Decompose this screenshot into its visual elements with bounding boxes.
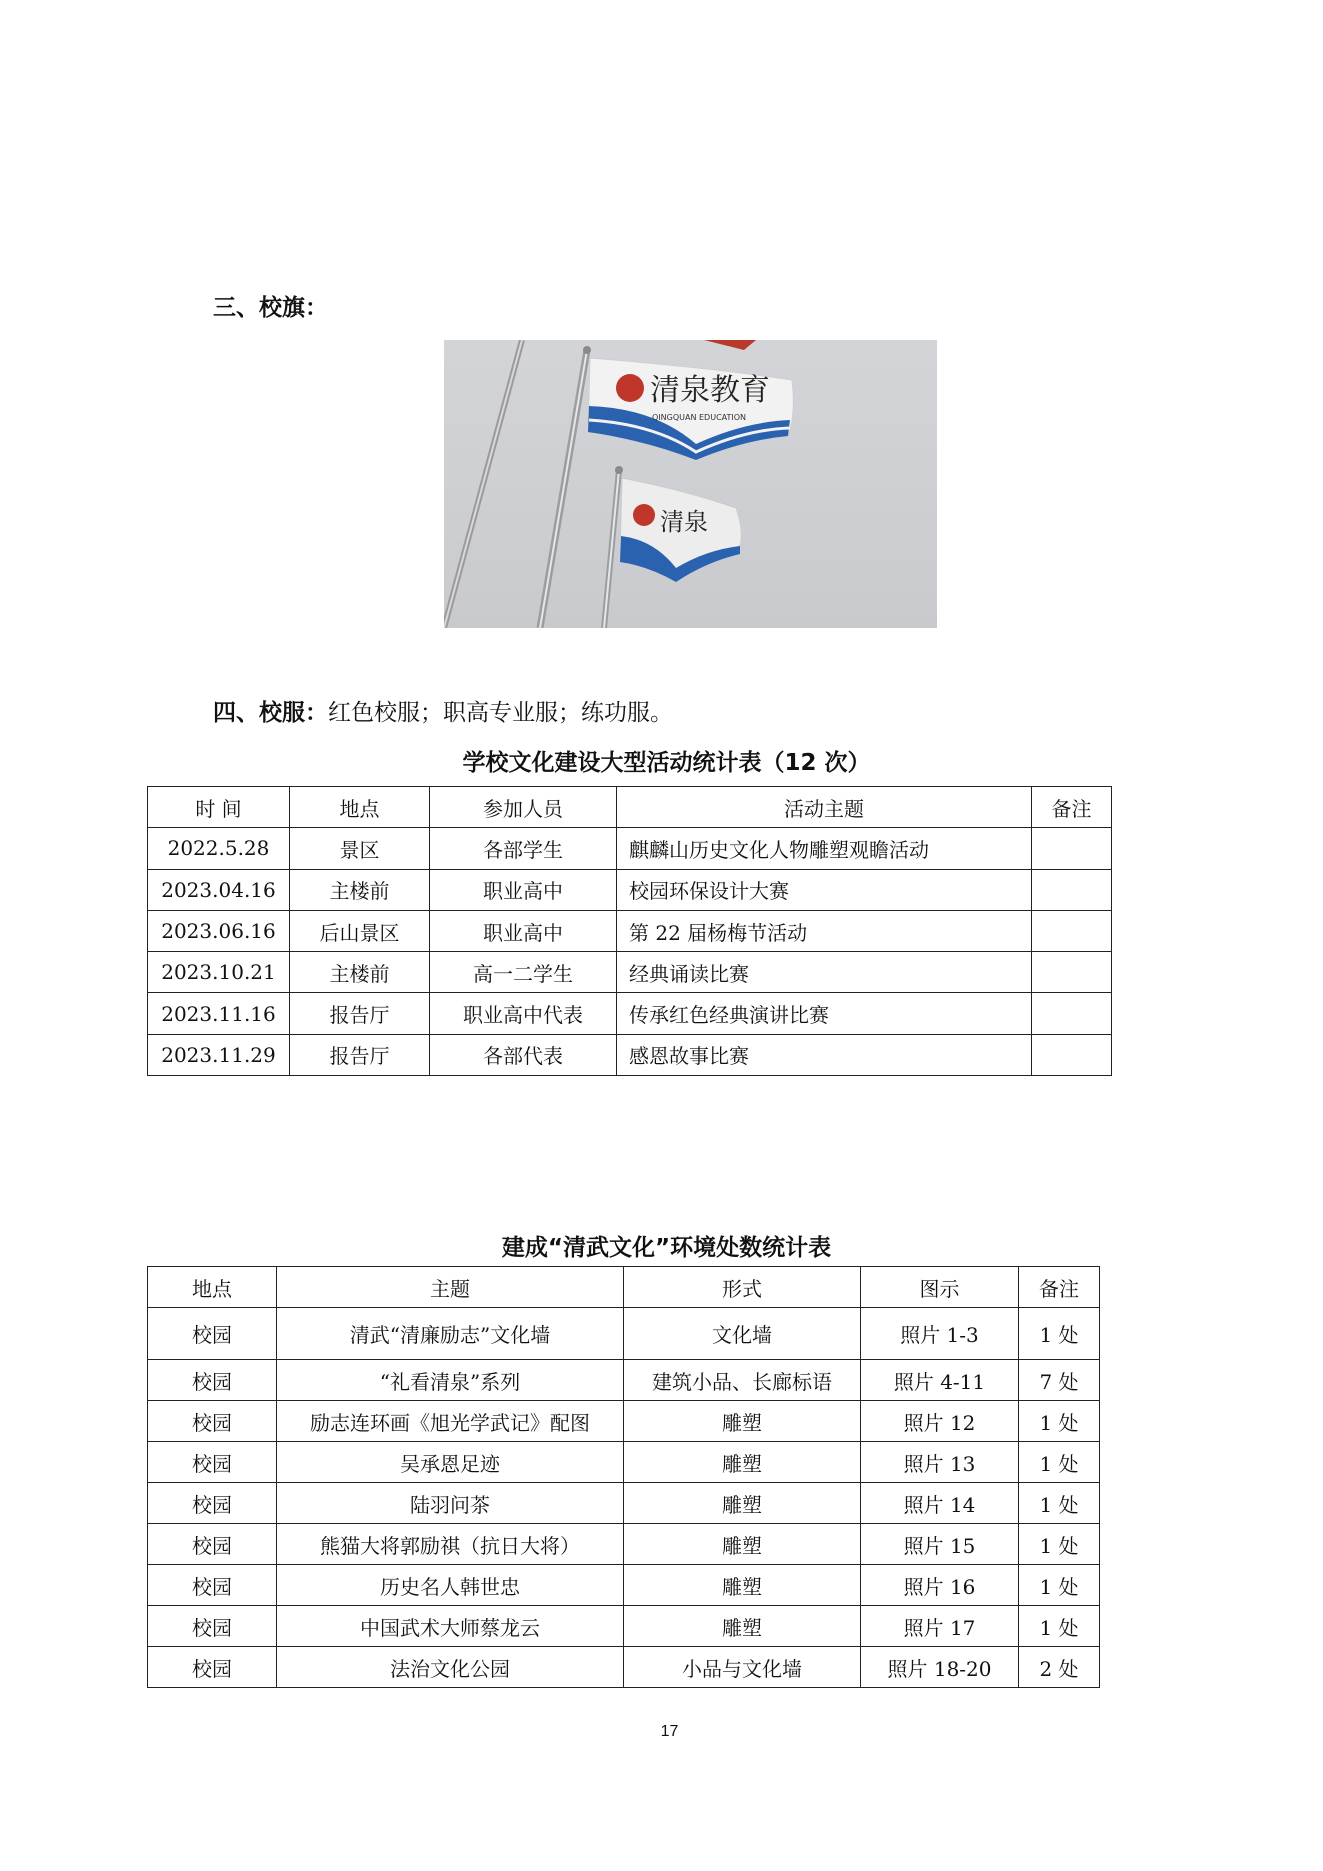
remarks-cell: 1 处 xyxy=(1019,1483,1100,1524)
table-2-title: 建成“清武文化”环境处数统计表 xyxy=(501,1235,832,1261)
participants-cell: 各部学生 xyxy=(430,828,617,869)
location-cell: 校园 xyxy=(148,1647,277,1688)
illustration-cell: 照片 15 xyxy=(861,1524,1019,1565)
illustration-cell: 照片 18-20 xyxy=(861,1647,1019,1688)
table-row xyxy=(148,1647,1100,1688)
participants-cell: 职业高中 xyxy=(430,869,617,910)
remarks-cell xyxy=(1032,869,1112,910)
illustration-cell: 照片 17 xyxy=(861,1606,1019,1647)
header-cell: 备注 xyxy=(1032,787,1112,828)
flag-subtext: QINGQUAN EDUCATION xyxy=(652,413,747,422)
theme-cell: 励志连环画《旭光学武记》配图 xyxy=(277,1401,624,1442)
form-cell: 雕塑 xyxy=(624,1483,861,1524)
section-3-label: 三、校旗： xyxy=(213,295,328,321)
section-4-text: 红色校服；职高专业服；练功服。 xyxy=(328,700,673,726)
theme-cell: 感恩故事比赛 xyxy=(617,1034,1032,1075)
form-cell: 建筑小品、长廊标语 xyxy=(624,1360,861,1401)
location-cell: 校园 xyxy=(148,1483,277,1524)
remarks-cell: 1 处 xyxy=(1019,1308,1100,1360)
location-cell: 景区 xyxy=(290,828,430,869)
table-row xyxy=(148,1442,1100,1483)
table-row xyxy=(148,828,1112,869)
table-row xyxy=(148,952,1112,993)
theme-cell: 法治文化公园 xyxy=(277,1647,624,1688)
remarks-cell xyxy=(1032,993,1112,1034)
remarks-cell: 1 处 xyxy=(1019,1606,1100,1647)
location-cell: 报告厅 xyxy=(290,1034,430,1075)
table-row xyxy=(148,1034,1112,1075)
location-cell: 校园 xyxy=(148,1606,277,1647)
participants-cell: 高一二学生 xyxy=(430,952,617,993)
header-cell: 活动主题 xyxy=(617,787,1032,828)
form-cell: 雕塑 xyxy=(624,1401,861,1442)
table-header-row xyxy=(148,1267,1100,1308)
illustration-cell: 照片 1-3 xyxy=(861,1308,1019,1360)
form-cell: 雕塑 xyxy=(624,1442,861,1483)
theme-cell: 经典诵读比赛 xyxy=(617,952,1032,993)
table-row xyxy=(148,1401,1100,1442)
date-cell: 2023.10.21 xyxy=(148,952,290,993)
activity-statistics-table xyxy=(147,786,1112,1076)
theme-cell: “礼看清泉”系列 xyxy=(277,1360,624,1401)
header-cell: 时 间 xyxy=(148,787,290,828)
header-cell: 参加人员 xyxy=(430,787,617,828)
illustration-cell: 照片 14 xyxy=(861,1483,1019,1524)
location-cell: 主楼前 xyxy=(290,952,430,993)
remarks-cell: 1 处 xyxy=(1019,1442,1100,1483)
header-cell: 形式 xyxy=(624,1267,861,1308)
theme-cell: 熊猫大将郭励祺（抗日大将） xyxy=(277,1524,624,1565)
remarks-cell: 1 处 xyxy=(1019,1401,1100,1442)
header-cell: 地点 xyxy=(290,787,430,828)
location-cell: 主楼前 xyxy=(290,869,430,910)
section-4-heading xyxy=(213,698,673,728)
table-row xyxy=(148,1483,1100,1524)
illustration-cell: 照片 16 xyxy=(861,1565,1019,1606)
table-header-row xyxy=(148,787,1112,828)
header-cell: 主题 xyxy=(277,1267,624,1308)
table-1-title: 学校文化建设大型活动统计表（12 次） xyxy=(462,750,871,776)
section-4-label: 四、校服： xyxy=(213,700,328,726)
illustration-cell: 照片 4-11 xyxy=(861,1360,1019,1401)
illustration-cell: 照片 12 xyxy=(861,1401,1019,1442)
remarks-cell xyxy=(1032,910,1112,951)
remarks-cell: 1 处 xyxy=(1019,1524,1100,1565)
header-cell: 备注 xyxy=(1019,1267,1100,1308)
form-cell: 文化墙 xyxy=(624,1308,861,1360)
remarks-cell: 2 处 xyxy=(1019,1647,1100,1688)
location-cell: 校园 xyxy=(148,1565,277,1606)
form-cell: 雕塑 xyxy=(624,1565,861,1606)
participants-cell: 各部代表 xyxy=(430,1034,617,1075)
school-flag-photo xyxy=(444,340,937,628)
location-cell: 校园 xyxy=(148,1308,277,1360)
form-cell: 雕塑 xyxy=(624,1606,861,1647)
table-row xyxy=(148,869,1112,910)
location-cell: 校园 xyxy=(148,1442,277,1483)
theme-cell: 校园环保设计大赛 xyxy=(617,869,1032,910)
remarks-cell xyxy=(1032,952,1112,993)
location-cell: 校园 xyxy=(148,1524,277,1565)
theme-cell: 麒麟山历史文化人物雕塑观瞻活动 xyxy=(617,828,1032,869)
remarks-cell xyxy=(1032,828,1112,869)
table-row xyxy=(148,1308,1100,1360)
location-cell: 校园 xyxy=(148,1360,277,1401)
table-row xyxy=(148,1565,1100,1606)
theme-cell: 吴承恩足迹 xyxy=(277,1442,624,1483)
form-cell: 小品与文化墙 xyxy=(624,1647,861,1688)
theme-cell: 中国武术大师蔡龙云 xyxy=(277,1606,624,1647)
remarks-cell xyxy=(1032,1034,1112,1075)
theme-cell: 陆羽问茶 xyxy=(277,1483,624,1524)
page-number: 17 xyxy=(660,1723,679,1740)
table-row xyxy=(148,993,1112,1034)
remarks-cell: 1 处 xyxy=(1019,1565,1100,1606)
date-cell: 2023.04.16 xyxy=(148,869,290,910)
date-cell: 2022.5.28 xyxy=(148,828,290,869)
table-row xyxy=(148,1360,1100,1401)
section-3-heading xyxy=(213,293,328,323)
svg-text:清泉: 清泉 xyxy=(660,508,708,536)
theme-cell: 第 22 届杨梅节活动 xyxy=(617,910,1032,951)
table-row xyxy=(148,1524,1100,1565)
location-cell: 后山景区 xyxy=(290,910,430,951)
header-cell: 图示 xyxy=(861,1267,1019,1308)
participants-cell: 职业高中 xyxy=(430,910,617,951)
remarks-cell: 7 处 xyxy=(1019,1360,1100,1401)
environment-statistics-table xyxy=(147,1266,1100,1688)
theme-cell: 历史名人韩世忠 xyxy=(277,1565,624,1606)
date-cell: 2023.06.16 xyxy=(148,910,290,951)
table-row xyxy=(148,910,1112,951)
table-row xyxy=(148,1606,1100,1647)
date-cell: 2023.11.16 xyxy=(148,993,290,1034)
illustration-cell: 照片 13 xyxy=(861,1442,1019,1483)
theme-cell: 传承红色经典演讲比赛 xyxy=(617,993,1032,1034)
location-cell: 报告厅 xyxy=(290,993,430,1034)
location-cell: 校园 xyxy=(148,1401,277,1442)
participants-cell: 职业高中代表 xyxy=(430,993,617,1034)
header-cell: 地点 xyxy=(148,1267,277,1308)
date-cell: 2023.11.29 xyxy=(148,1034,290,1075)
flag-text: 清泉教育 xyxy=(650,373,770,408)
theme-cell: 清武“清廉励志”文化墙 xyxy=(277,1308,624,1360)
form-cell: 雕塑 xyxy=(624,1524,861,1565)
